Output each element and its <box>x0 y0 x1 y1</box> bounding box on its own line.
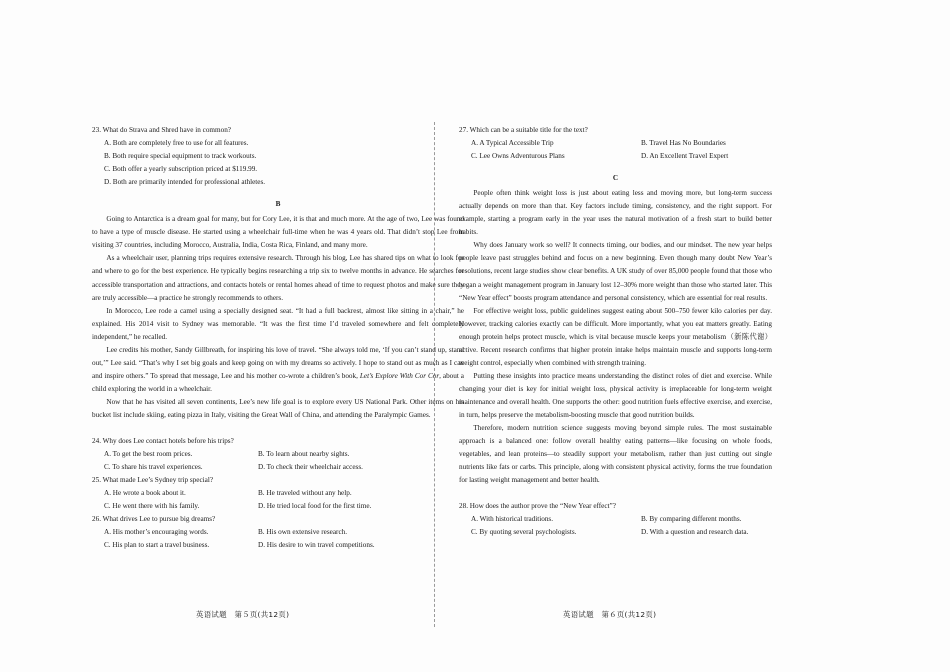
option-c: C. Lee Owns Adventurous Plans <box>471 152 565 161</box>
option-c: C. By quoting several psychologists. <box>471 528 577 537</box>
paragraph: Why does January work so well? It connects timing, our bodies, and our mindset. The new year helps people leave past struggles behind and focus on a new beginning. Even though many doubt New Year’s resolutions, recent large studies show clear benefits. A UK study of over 85,000 people found that those who began a weight management program in January lost 12–30% more weight than those who started later. This “New Year effect” boosts program attendance and personal consistency, which are essential for real results. <box>459 241 772 302</box>
option-a: A. A Typical Accessible Trip <box>471 139 554 148</box>
page-footer-right: 英语试题 第６页(共12页) <box>563 610 657 619</box>
question-stem: 25. What made Lee’s Sydney trip special? <box>92 476 214 485</box>
paragraph: People often think weight loss is just about eating less and moving more, but long-term success actually depends on more than that. Key factors include timing, consistency, and the right support. For example, starting a program early in the year uses the natural motivation of a fresh start to build better habits. <box>459 189 772 237</box>
paragraph: Putting these insights into practice means understanding the distinct roles of diet and exercise. While changing your diet is key for initial weight loss, physical activity is irreplaceable for long-term weight maintenance and overall health. One supports the other: good nutrition fuels effective exercise, and exercise, in turn, helps preserve the metabolism-boosting muscle that good nutrition builds. <box>459 371 772 419</box>
option-b: B. By comparing different months. <box>641 515 742 524</box>
paragraph: Going to Antarctica is a dream goal for many, but for Cory Lee, it is that and much more. At the age of two, Lee was found to have a type of muscle disease. He started using a wheelchair full-time when he was 4 years old. That didn’t stop Lee from visiting 37 countries, including Morocco, Australia, India, Costa Rica, Finland, and many more. <box>92 215 464 250</box>
right-page <box>459 124 772 539</box>
option-a: A. He wrote a book about it. <box>104 489 186 498</box>
question-25 <box>92 474 464 513</box>
option-a: A. Both are completely free to use for all features. <box>104 139 249 148</box>
option-d: D. Both are primarily intended for professional athletes. <box>104 178 266 187</box>
paragraph-tail: , about a child exploring the world in a wheelchair. <box>92 371 464 393</box>
section-c-title: C <box>612 174 619 183</box>
paragraph: In Morocco, Lee rode a camel using a specially designed seat. “It had a full backrest, almost like sitting in a chair,” he explained. His 2014 visit to Sydney was memorable. “It was the first time I’d traveled somewhere and felt completely independent,” he recalled. <box>92 306 464 341</box>
section-b-title: B <box>275 200 281 209</box>
option-a: A. To get the best room prices. <box>104 450 193 459</box>
passage-b <box>92 213 464 422</box>
book-title: Let’s Explore With Cor Cor <box>359 371 440 380</box>
question-stem: 23. What do Strava and Shred have in common? <box>92 126 231 134</box>
paragraph-text: Lee credits his mother, Sandy Gillbreath, for inspiring his love of travel. “She always told me, ‘If you can’t stand up, stand out,’” Lee said. “That’s why I set big goals and keep going on with my dreams so actively. I hope to stand out as much as I can and inspire others.” To spread that message, Lee and his mother co-wrote a children’s book, <box>92 345 464 380</box>
option-d: D. An Excellent Travel Expert <box>641 152 729 161</box>
question-28 <box>459 500 772 539</box>
option-c: C. Both offer a yearly subscription priced at $119.99. <box>104 165 258 174</box>
option-b: B. Travel Has No Boundaries <box>641 139 726 148</box>
option-b: B. He traveled without any help. <box>258 489 352 498</box>
paragraph <box>92 344 464 396</box>
option-a: A. His mother’s encouraging words. <box>104 528 209 537</box>
paragraph: Now that he has visited all seven continents, Lee’s new life goal is to explore every US National Park. Other items on his bucket list include skiing, eating pizza in Italy, visiting the Great Wall of China, and attending the Paralympic Games. <box>92 397 464 419</box>
option-d: D. His desire to win travel competitions. <box>258 541 375 550</box>
page-footer-left: 英语试题 第５页(共12页) <box>196 610 290 619</box>
question-stem: 24. Why does Lee contact hotels before his trips? <box>92 437 234 446</box>
option-a: A. With historical traditions. <box>471 515 554 524</box>
option-d: D. With a question and research data. <box>641 528 749 537</box>
question-stem: 26. What drives Lee to pursue big dreams? <box>92 515 216 524</box>
option-d: D. To check their wheelchair access. <box>258 463 363 472</box>
paragraph: Therefore, modern nutrition science suggests moving beyond simple rules. The most sustainable approach is a balanced one: follow overall healthy eating patterns—like focusing on whole foods, vegetables, and lean proteins—to steadily support your metabolism, rather than just cutting out single nutrients like fats or carbs. This principle, along with consistent physical activity, forms the true foundation for lasting weight management and better health. <box>459 424 772 485</box>
option-b: B. Both require special equipment to track workouts. <box>104 152 257 161</box>
passage-c <box>459 187 772 487</box>
question-stem: 28. How does the author prove the “New Year effect”? <box>459 502 616 511</box>
option-b: B. To learn about nearby sights. <box>258 450 350 459</box>
question-27 <box>459 124 772 163</box>
option-d: D. He tried local food for the first time. <box>258 502 372 511</box>
paragraph: For effective weight loss, public guidelines suggest eating about 500–750 fewer kilo calories per day. However, tracking calories exactly can be difficult. More importantly, what you eat matters greatly. Eating enough protein helps protect muscle, which is vital because muscle keeps your metabolism（新陈代谢）active. Recent research confirms that higher protein intake helps maintain muscle and supports long-term weight control, especially when combined with strength training. <box>459 306 772 367</box>
question-26 <box>92 513 464 552</box>
option-c: C. His plan to start a travel business. <box>104 541 210 550</box>
option-c: C. To share his travel experiences. <box>104 463 203 472</box>
left-page <box>92 124 464 552</box>
option-b: B. His own extensive research. <box>258 528 348 537</box>
option-c: C. He went there with his family. <box>104 502 200 511</box>
question-stem: 27. Which can be a suitable title for the text? <box>459 126 588 134</box>
question-24 <box>92 435 464 474</box>
paragraph: As a wheelchair user, planning trips requires extensive research. Through his blog, Lee has shared tips on what to look for and where to go for the best experience. He typically begins researching a trip six to twelve months in advance. He searches for accessible transportation and attractions, and contacts hotels or rental homes ahead of time to request photos and make sure they are truly accessible—a practice he strongly recommends to others. <box>92 254 464 302</box>
question-23 <box>92 124 464 189</box>
